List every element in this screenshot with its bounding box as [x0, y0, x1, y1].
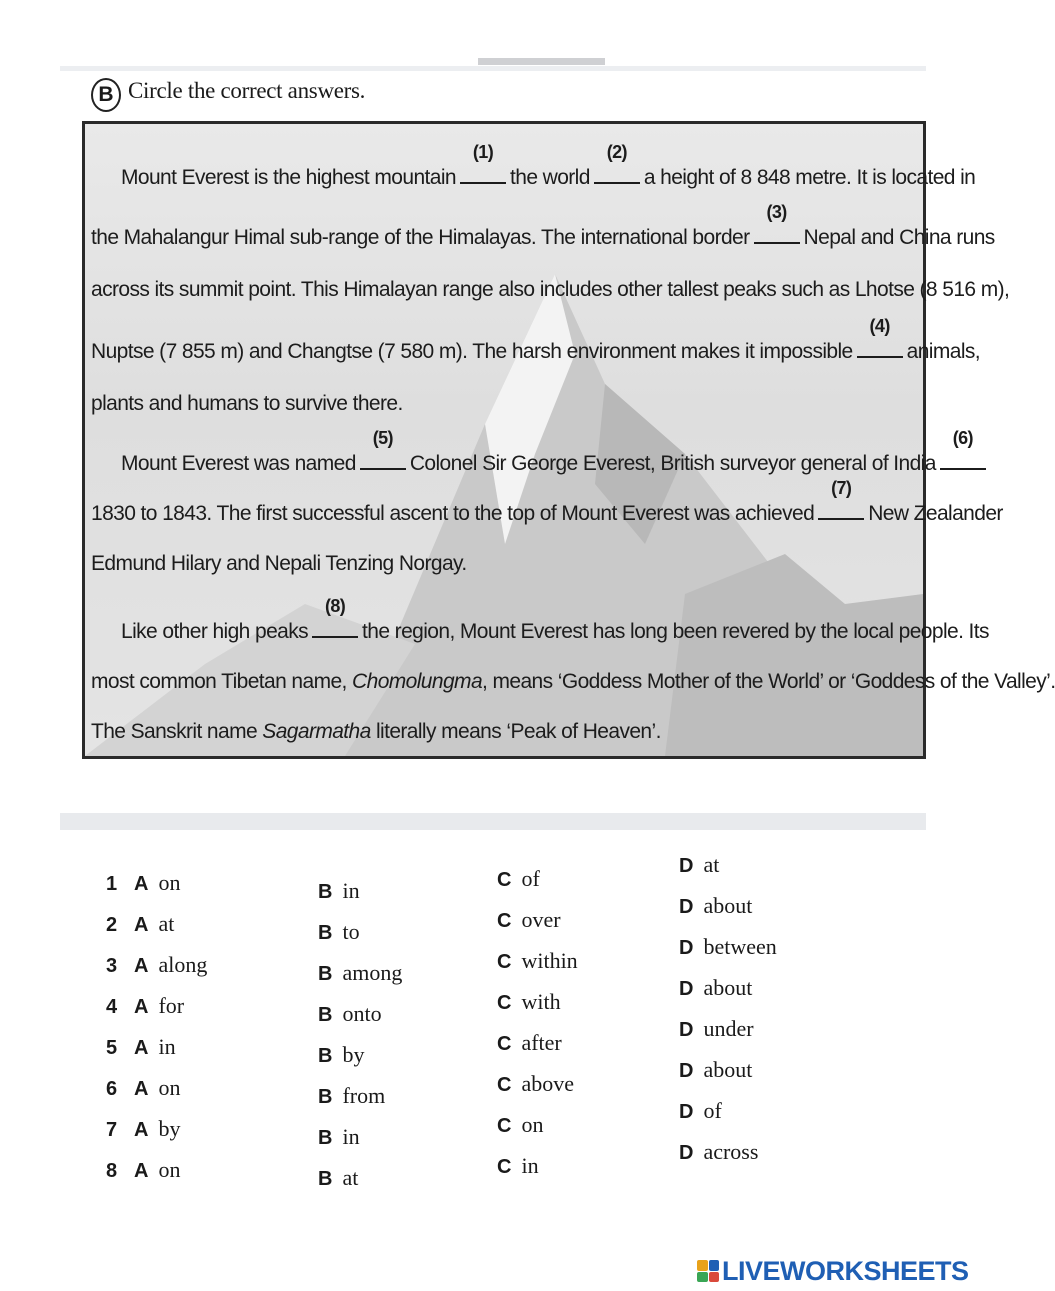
question-number: 5 — [106, 1037, 118, 1059]
brand-icon-square — [697, 1272, 708, 1283]
option-word: about — [703, 893, 753, 918]
section-divider — [60, 813, 926, 830]
option-3-a[interactable] — [106, 952, 207, 978]
blank-2[interactable]: (2) — [594, 160, 640, 184]
option-word: on — [158, 1157, 181, 1182]
option-word: by — [342, 1042, 365, 1067]
option-word: to — [342, 919, 360, 944]
blank-1[interactable]: (1) — [460, 160, 506, 184]
option-4-b[interactable] — [318, 1001, 382, 1027]
brand-icon — [697, 1260, 719, 1282]
option-1-b[interactable] — [318, 878, 360, 904]
option-letter: B — [318, 1168, 333, 1190]
option-2-b[interactable] — [318, 919, 360, 945]
top-tab — [478, 58, 605, 65]
passage-line: 1830 to 1843. The first successful ascent to the top of Mount Everest was achieved (7) New Zealander — [91, 478, 1003, 525]
blank-7[interactable]: (7) — [818, 496, 864, 520]
top-divider — [60, 66, 926, 71]
option-letter: D — [679, 1101, 694, 1123]
option-7-c[interactable] — [497, 1112, 543, 1138]
passage-line: Mount Everest is the highest mountain (1) the world (2) a height of 8 848 metre. It is located in — [121, 142, 976, 189]
option-5-d[interactable] — [679, 1016, 754, 1042]
option-word: after — [521, 1030, 562, 1055]
option-word: across — [703, 1139, 759, 1164]
option-2-c[interactable] — [497, 907, 561, 933]
option-word: with — [521, 989, 561, 1014]
brand-name: LIVEWORKSHEETS — [722, 1255, 969, 1286]
passage-line: across its summit point. This Himalayan range also includes other tallest peaks such as Lhotse (8 516 m), — [91, 278, 1010, 301]
option-letter: C — [497, 910, 512, 932]
option-letter: C — [497, 1033, 512, 1055]
option-word: at — [342, 1165, 359, 1190]
passage-line: The Sanskrit name Sagarmatha literally means ‘Peak of Heaven’. — [91, 720, 661, 743]
option-letter: D — [679, 1019, 694, 1041]
option-letter: D — [679, 1060, 694, 1082]
blank-6[interactable]: (6) — [940, 446, 986, 470]
option-letter: A — [134, 873, 149, 895]
blank-3[interactable]: (3) — [754, 220, 800, 244]
passage-line: most common Tibetan name, Chomolungma, means ‘Goddess Mother of the World’ or ‘Goddess of the Valley’. — [91, 670, 1055, 693]
option-letter: A — [134, 1119, 149, 1141]
option-word: of — [521, 866, 540, 891]
option-word: in — [342, 1124, 360, 1149]
option-word: on — [158, 870, 181, 895]
option-2-d[interactable] — [679, 893, 752, 919]
option-letter: B — [318, 1086, 333, 1108]
option-1-c[interactable] — [497, 866, 540, 892]
option-word: in — [342, 878, 360, 903]
option-letter: C — [497, 1074, 512, 1096]
option-8-c[interactable] — [497, 1153, 539, 1179]
option-letter: A — [134, 1160, 149, 1182]
blank-4[interactable]: (4) — [857, 334, 903, 358]
option-letter: D — [679, 937, 694, 959]
option-letter: B — [318, 1127, 333, 1149]
section-badge: B — [91, 78, 121, 112]
option-word: among — [342, 960, 403, 985]
option-8-a[interactable] — [106, 1157, 180, 1183]
option-3-b[interactable] — [318, 960, 402, 986]
option-word: between — [703, 934, 777, 959]
option-3-d[interactable] — [679, 934, 777, 960]
brand-logo — [697, 1256, 969, 1286]
option-letter: A — [134, 955, 149, 977]
question-number: 4 — [106, 996, 118, 1018]
option-word: in — [158, 1034, 176, 1059]
question-number: 1 — [106, 873, 118, 895]
option-letter: D — [679, 855, 694, 877]
passage-box — [82, 121, 1055, 759]
option-4-a[interactable] — [106, 993, 184, 1019]
question-number: 8 — [106, 1160, 118, 1182]
option-letter: D — [679, 978, 694, 1000]
option-letter: A — [134, 914, 149, 936]
option-word: on — [158, 1075, 181, 1100]
option-5-c[interactable] — [497, 1030, 562, 1056]
option-letter: C — [497, 1156, 512, 1178]
brand-icon-square — [697, 1260, 708, 1271]
question-number: 6 — [106, 1078, 118, 1100]
question-number: 7 — [106, 1119, 118, 1141]
blank-8[interactable]: (8) — [312, 614, 358, 638]
passage-line: Edmund Hilary and Nepali Tenzing Norgay. — [91, 552, 467, 575]
option-word: from — [342, 1083, 386, 1108]
passage-line: plants and humans to survive there. — [91, 392, 403, 415]
question-number: 2 — [106, 914, 118, 936]
option-4-d[interactable] — [679, 975, 752, 1001]
option-word: onto — [342, 1001, 382, 1026]
option-word: within — [521, 948, 578, 973]
question-number: 3 — [106, 955, 118, 977]
option-word: over — [521, 907, 561, 932]
option-word: of — [703, 1098, 722, 1123]
option-word: for — [158, 993, 185, 1018]
blank-5[interactable]: (5) — [360, 446, 406, 470]
option-word: by — [158, 1116, 181, 1141]
passage-line: Nuptse (7 855 m) and Changtse (7 580 m). The harsh environment makes it impossible (4) animals, — [91, 316, 981, 363]
option-6-a[interactable] — [106, 1075, 180, 1101]
option-5-a[interactable] — [106, 1034, 176, 1060]
option-7-b[interactable] — [318, 1124, 360, 1150]
option-letter: C — [497, 951, 512, 973]
option-word: under — [703, 1016, 754, 1041]
option-word: on — [521, 1112, 544, 1137]
option-letter: B — [318, 881, 333, 903]
option-letter: C — [497, 1115, 512, 1137]
option-word: in — [521, 1153, 539, 1178]
option-word: above — [521, 1071, 574, 1096]
option-letter: C — [497, 992, 512, 1014]
option-6-d[interactable] — [679, 1057, 752, 1083]
option-6-b[interactable] — [318, 1083, 385, 1109]
passage-line: Like other high peaks (8) the region, Mount Everest has long been revered by the local people. Its — [121, 596, 989, 643]
option-6-c[interactable] — [497, 1071, 574, 1097]
option-letter: A — [134, 996, 149, 1018]
option-letter: A — [134, 1037, 149, 1059]
option-4-c[interactable] — [497, 989, 561, 1015]
brand-icon-square — [709, 1272, 720, 1283]
option-letter: A — [134, 1078, 149, 1100]
option-2-a[interactable] — [106, 911, 174, 937]
option-letter: B — [318, 922, 333, 944]
brand-icon-square — [709, 1260, 720, 1271]
option-3-c[interactable] — [497, 948, 578, 974]
option-word: at — [158, 911, 175, 936]
instruction-text: Circle the correct answers. — [128, 78, 366, 103]
option-5-b[interactable] — [318, 1042, 364, 1068]
option-letter: D — [679, 896, 694, 918]
option-7-a[interactable] — [106, 1116, 180, 1142]
option-1-d[interactable] — [679, 852, 719, 878]
option-letter: B — [318, 1045, 333, 1067]
passage-line: Mount Everest was named (5) Colonel Sir George Everest, British surveyor general of India (6) — [121, 446, 959, 476]
option-word: at — [703, 852, 720, 877]
option-1-a[interactable] — [106, 870, 180, 896]
option-letter: C — [497, 869, 512, 891]
option-letter: B — [318, 1004, 333, 1026]
option-8-b[interactable] — [318, 1165, 358, 1191]
option-7-d[interactable] — [679, 1098, 722, 1124]
option-word: along — [158, 952, 208, 977]
option-word: about — [703, 975, 753, 1000]
option-letter: D — [679, 1142, 694, 1164]
option-letter: B — [318, 963, 333, 985]
passage-line: the Mahalangur Himal sub-range of the Himalayas. The international border (3) Nepal and China runs — [91, 202, 995, 249]
option-word: about — [703, 1057, 753, 1082]
option-8-d[interactable] — [679, 1139, 758, 1165]
